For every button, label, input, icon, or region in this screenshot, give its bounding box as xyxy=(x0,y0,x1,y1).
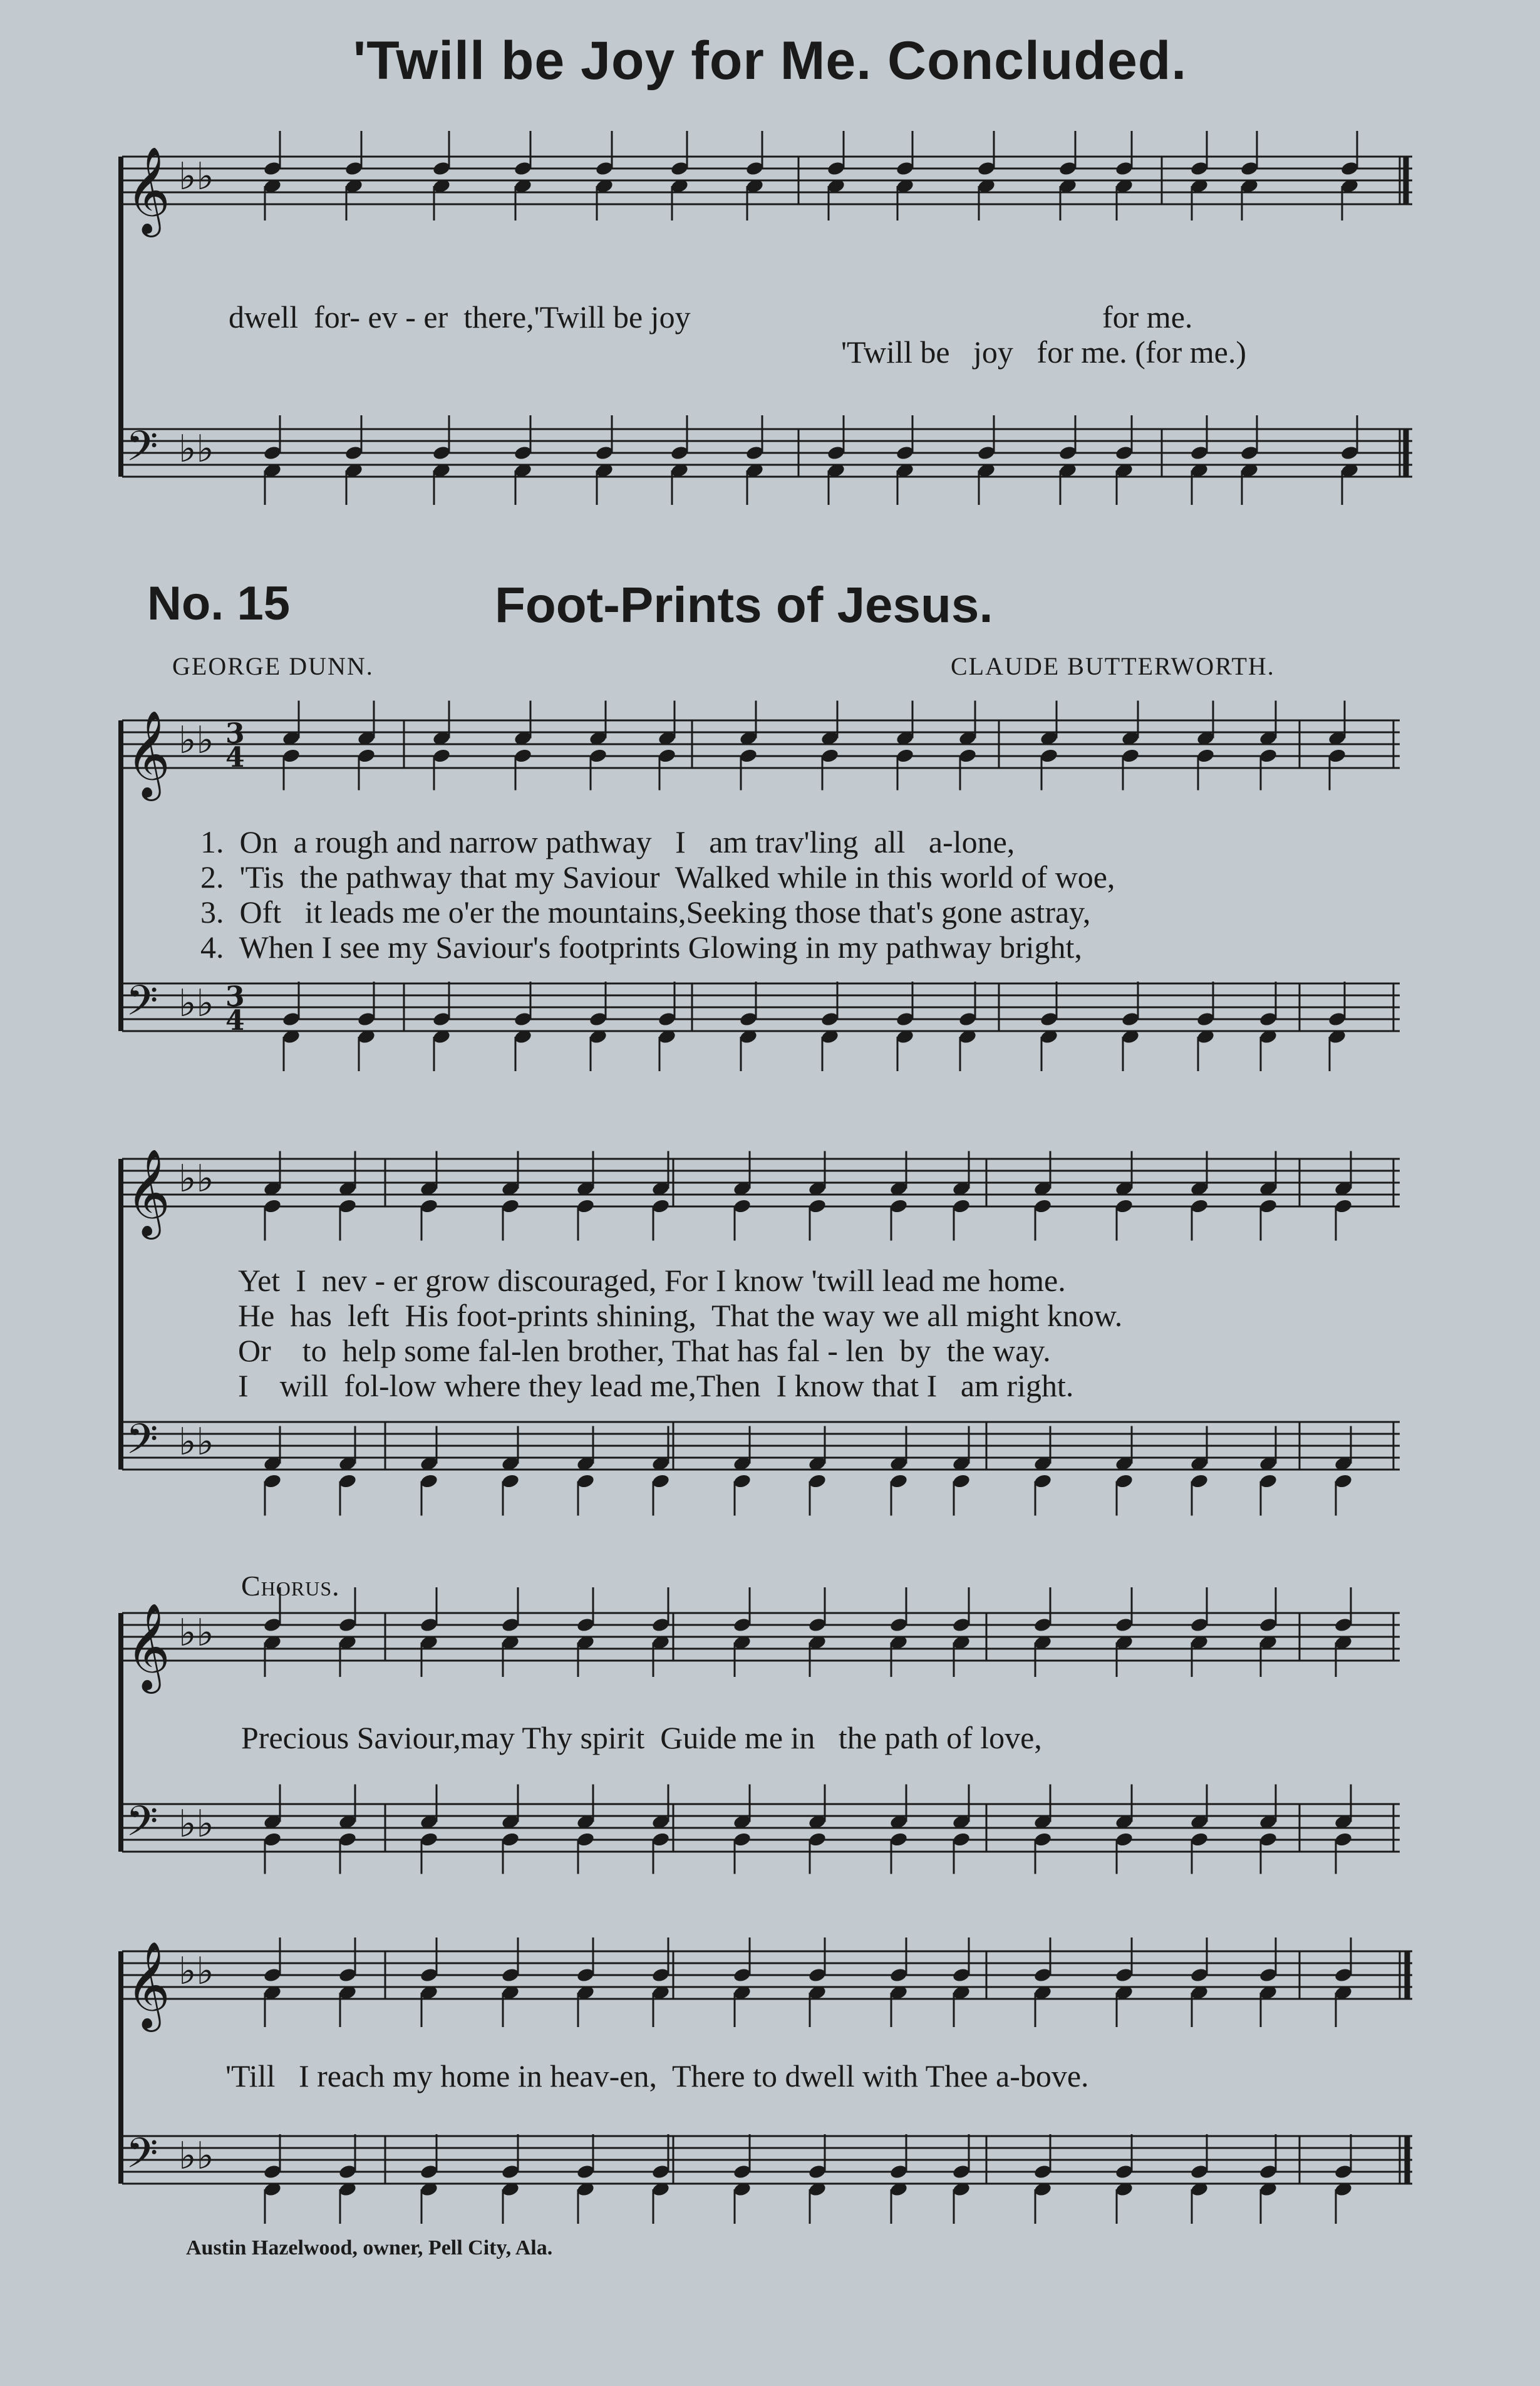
key-signature-icon: ♭♭ xyxy=(178,1611,214,1655)
bass-clef-icon: 𝄢 xyxy=(126,422,158,480)
time-signature-top: 3 xyxy=(225,981,245,1014)
verse-line: Yet I nev - er grow discouraged, For I know 'twill lead me home. xyxy=(238,1263,1066,1298)
key-signature-icon: ♭♭ xyxy=(178,427,214,471)
verse-line: 2. 'Tis the pathway that my Saviour Walked while in this world of woe, xyxy=(200,859,1115,895)
verse-line: 1. On a rough and narrow pathway I am trav'ling all a-lone, xyxy=(200,824,1015,859)
bass-clef-icon: 𝄢 xyxy=(126,1415,158,1473)
verse-line: 4. When I see my Saviour's footprints Glowing in my pathway bright, xyxy=(200,930,1082,965)
lyric-line: 'Twill be joy for me. (for me.) xyxy=(841,335,1246,370)
lyric-line: Precious Saviour,may Thy spirit Guide me in the path of love, xyxy=(241,1720,1042,1755)
key-signature-icon: ♭♭ xyxy=(178,718,214,762)
treble-clef-icon: 𝄞 xyxy=(126,1603,170,1690)
verse-line: I will fol-low where they lead me,Then I know that I am right. xyxy=(238,1368,1074,1403)
key-signature-icon: ♭♭ xyxy=(178,1949,214,1993)
verse-lyrics-a xyxy=(200,824,1115,964)
verse-line: 3. Oft it leads me o'er the mountains,Seeking those that's gone astray, xyxy=(200,895,1091,930)
music-system-4 xyxy=(122,1600,1412,1901)
treble-clef-icon: 𝄞 xyxy=(126,1149,170,1236)
hymn-title: Foot-Prints of Jesus. xyxy=(495,577,993,633)
bass-clef-icon: 𝄢 xyxy=(126,1797,158,1855)
composer-credit: CLAUDE BUTTERWORTH. xyxy=(951,652,1275,680)
key-signature-icon: ♭♭ xyxy=(178,1420,214,1464)
lyric-line: 'Till I reach my home in heav-en, There to dwell with Thee a-bove. xyxy=(225,2058,1089,2093)
treble-clef-icon: 𝄞 xyxy=(126,1941,170,2028)
continued-song-title: 'Twill be Joy for Me. Concluded. xyxy=(353,31,1187,91)
hymn-number: No. 15 xyxy=(147,577,291,630)
verse-line: Or to help some fal-len brother, That has fal - len by the way. xyxy=(238,1333,1051,1368)
verse-lyrics-b xyxy=(238,1262,1122,1403)
author-credit: GEORGE DUNN. xyxy=(172,652,374,680)
time-signature-bottom: 4 xyxy=(225,1005,245,1037)
lyric-line: dwell for- ev - er there,'Twill be joy xyxy=(229,299,691,335)
treble-clef-icon: 𝄞 xyxy=(126,147,170,234)
bass-clef-icon: 𝄢 xyxy=(126,2129,158,2187)
lyric-line: for me. xyxy=(1102,299,1193,335)
key-signature-icon: ♭♭ xyxy=(178,155,214,199)
time-signature-bottom: 4 xyxy=(225,742,245,774)
time-signature-top: 3 xyxy=(225,718,245,750)
key-signature-icon: ♭♭ xyxy=(178,1157,214,1201)
key-signature-icon: ♭♭ xyxy=(178,982,214,1025)
music-system-1 xyxy=(122,135,1412,511)
bass-clef-icon: 𝄢 xyxy=(126,977,158,1035)
key-signature-icon: ♭♭ xyxy=(178,2134,214,2178)
key-signature-icon: ♭♭ xyxy=(178,1802,214,1846)
publisher-footer: Austin Hazelwood, owner, Pell City, Ala. xyxy=(186,2236,553,2259)
verse-line: He has left His foot-prints shining, That the way we all might know. xyxy=(238,1298,1123,1333)
chorus-label: Chorus. xyxy=(241,1570,340,1602)
treble-clef-icon: 𝄞 xyxy=(126,710,170,797)
music-system-5 xyxy=(122,1939,1412,2227)
